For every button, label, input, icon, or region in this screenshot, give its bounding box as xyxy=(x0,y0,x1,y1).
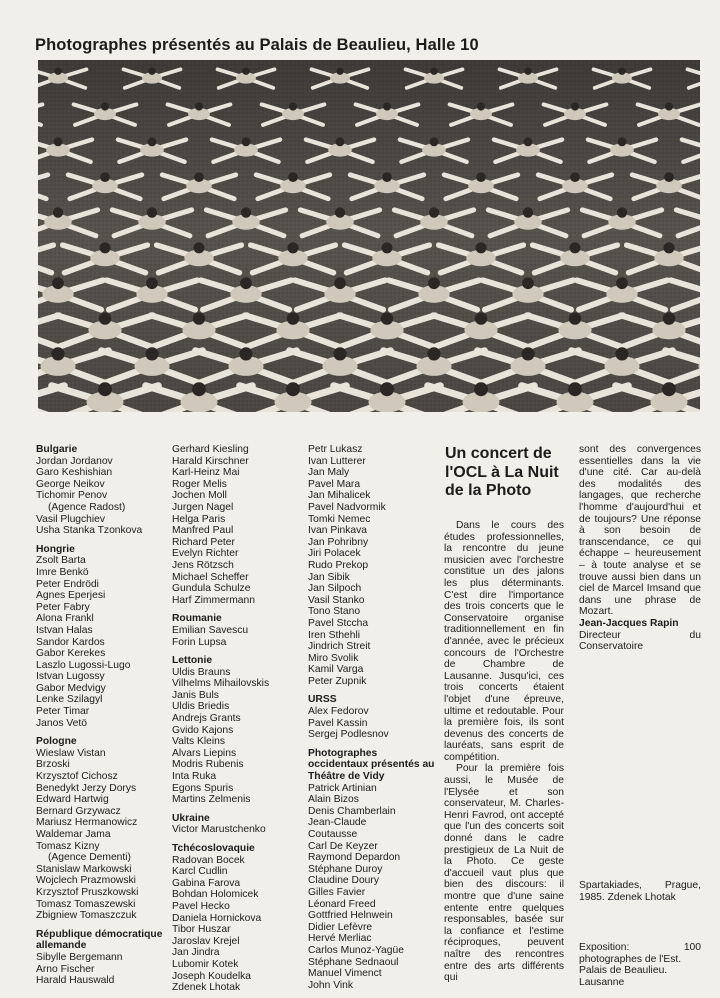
photographer-name: Andrejs Grants xyxy=(172,713,241,725)
article-body xyxy=(444,520,564,984)
photographer-name: Harald Kirschner xyxy=(172,455,249,467)
photographer-name: Harald Hauswald xyxy=(36,975,115,987)
photographer-name: Janis Buls xyxy=(172,689,219,701)
gymnasts-photo-graphic xyxy=(38,60,700,412)
photographer-name: Stéphane Sednaoul xyxy=(308,956,399,968)
photographer-name: Mariusz Hermanowicz xyxy=(36,817,138,829)
photographer-name: Peter Zupnik xyxy=(308,675,367,687)
photographer-name: Manfred Paul xyxy=(172,525,234,537)
photographer-name: Benedykt Jerzy Dorys xyxy=(36,782,137,794)
exposition-text: photographes de l'Est. Palais de Beaulieu. Lausanne xyxy=(579,953,682,988)
photographer-name: Stanislaw Markowski xyxy=(36,863,132,875)
photographer-name: John Vink xyxy=(308,979,354,991)
photographer-name: Imre Benkö xyxy=(36,566,89,578)
photographer-name: George Neikov xyxy=(36,478,105,490)
article-paragraph-2: Pour la première fois aussi, le Musée de l'Elysée et son conservateur, M. Charles-Henri Favrod, ont accepté que l'un des concerts soit donné dans le cadre prestigieux de La Nuit de la Photo. Ce geste d'accueil vaut plus que bien des discours: il montre que d'une saine entente entre quelques responsables, basée sur la confiance et l'estime réciproques, peuvent naître des rencontres entre des arts différents qui xyxy=(444,763,564,984)
article-paragraph-1: Dans le cours des études professionnelles, la rencontre du jeune musicien avec l'orchestre constitue un des jalons les plus déterminants. C'est dire l'importance des trois concerts que le Conservatoire organise traditionnellement en fin d'année, avec le précieux concours de l'Orchestre de Chambre de Lausanne. Jusqu'ici, ces trois concerts étaient l'objet d'une épreuve, ultime et redoutable. Pour la première fois, ils sont devenus des concerts de lauréats, sans esprit de compétition. xyxy=(444,520,564,763)
photographer-name: Gundula Schulze xyxy=(172,583,251,595)
photographer-name: Gabina Farova xyxy=(172,877,241,889)
photographer-name: Alona Frankl xyxy=(36,613,94,625)
country-heading: Hongrie xyxy=(36,543,75,555)
photographer-name: Janos Vetö xyxy=(36,717,87,729)
photographer-name: Wieslaw Vistan xyxy=(36,747,106,759)
photographer-name: Inta Ruka xyxy=(172,771,217,783)
photographer-name: Sibylle Bergemann xyxy=(36,951,123,963)
photographer-name: Jean-Claude xyxy=(308,817,367,829)
photographer-name: Carlos Munoz-Yagüe xyxy=(308,944,404,956)
photographer-name: Léonard Freed xyxy=(308,898,376,910)
photographer-name: Emilian Savescu xyxy=(172,624,249,636)
signature-name: Jean-Jacques Rapin xyxy=(579,617,679,629)
photographer-name: Petr Lukasz xyxy=(308,444,363,455)
photographer-name: Pavel Nadvormik xyxy=(308,501,386,513)
photo-gymnasts-formation xyxy=(38,60,700,412)
photographer-name: Radovan Bocek xyxy=(172,854,245,866)
photographer-name: Valts Kleins xyxy=(172,736,226,748)
photographer-name: Lenke Szilagyl xyxy=(36,694,103,706)
photographer-name: Ivan Lutterer xyxy=(308,455,366,467)
photographer-name: Gabor Kerekes xyxy=(36,648,106,660)
photographer-name: Lubomir Kotek xyxy=(172,958,239,970)
photographer-name: Garo Keshishian xyxy=(36,467,113,479)
photographer-name: Arno Fischer xyxy=(36,963,95,975)
photographer-name: Coutausse xyxy=(308,829,358,840)
photographer-name: Pavel Mara xyxy=(308,478,361,490)
photographer-name: Tibor Huszar xyxy=(172,924,231,936)
exposition-count: 100 xyxy=(683,942,701,953)
photographer-name: Miro Svolik xyxy=(308,652,359,664)
photographer-name: Harf Zimmermann xyxy=(172,594,255,606)
photographer-name: Tomasz Kizny xyxy=(36,840,100,852)
photographer-name: Uldis Briedis xyxy=(172,701,230,713)
exposition-note xyxy=(579,942,701,988)
article-continuation xyxy=(579,444,701,653)
photographer-name: Vasil Stanko xyxy=(308,594,365,606)
country-heading: Tchécoslovaquie xyxy=(172,843,255,854)
photographer-name: Jan Jindra xyxy=(172,947,220,959)
photographer-name: Alain Bizos xyxy=(308,794,359,806)
photographer-name: Brzoski xyxy=(36,759,70,771)
photographer-name: Richard Peter xyxy=(172,536,235,548)
photographer-name: Jan Mihalicek xyxy=(308,490,371,502)
photographer-name: Edward Hartwig xyxy=(36,794,109,806)
photographer-name: Bernard Grzywacz xyxy=(36,805,121,817)
photographer-name: Joseph Koudelka xyxy=(172,970,252,982)
country-heading: Roumanie xyxy=(172,613,222,625)
photographer-name: Pavel Stccha xyxy=(308,617,369,629)
photographer-name: Gabor Medvigy xyxy=(36,682,106,694)
photo-caption: Spartakiades, Prague, 1985. Zdenek Lhotak xyxy=(579,880,701,903)
photographer-name: Ivan Pinkava xyxy=(308,525,367,537)
photographer-name: Tichomir Penov xyxy=(36,490,108,502)
photographer-name: Evelyn Richter xyxy=(172,548,239,560)
photographer-name: Jens Rötzsch xyxy=(172,559,234,571)
photographers-column-2 xyxy=(172,444,300,994)
photographer-name: Tomasz Tomaszewski xyxy=(36,898,136,910)
photographer-name: Jan Maly xyxy=(308,467,350,479)
photographer-name: Martins Zelmenis xyxy=(172,794,251,806)
photographer-name: Kamil Varga xyxy=(308,664,364,676)
photographer-name: Sandor Kardos xyxy=(36,636,105,648)
country-heading: Bulgarie xyxy=(36,444,78,455)
photographer-name: Krzysztof Pruszkowski xyxy=(36,886,139,898)
photographer-name: Agnes Eperjesi xyxy=(36,590,106,602)
photographer-name: Gottfried Helnwein xyxy=(308,910,393,922)
photographer-name: Sergej Podlesnov xyxy=(308,729,389,741)
photographer-name: Tomki Nemec xyxy=(308,513,371,525)
photographer-name: Istvan Halas xyxy=(36,624,93,636)
photographer-name: Bohdan Holomicek xyxy=(172,889,259,901)
country-heading: Ukraine xyxy=(172,812,210,824)
photographer-name: Stéphane Duroy xyxy=(308,863,383,875)
photographer-name: Tono Stano xyxy=(308,606,361,618)
page-headline: Photographes présentés au Palais de Beaulieu, Halle 10 xyxy=(35,36,479,54)
photographer-name: Karl-Heinz Mai xyxy=(172,467,240,479)
photographer-name: Alex Fedorov xyxy=(308,706,369,718)
photographer-name: Victor Marustchenko xyxy=(172,824,266,836)
photographer-name: Daniela Hornickova xyxy=(172,912,262,924)
photographer-name: Raymond Depardon xyxy=(308,852,401,864)
photographer-name: Michael Scheffer xyxy=(172,571,249,583)
photographer-name: Rudo Prekop xyxy=(308,559,369,571)
photographer-name: Karcl Cudlin xyxy=(172,866,228,878)
photographer-name: Wojclech Prazmowski xyxy=(36,875,136,887)
photographer-name: Pavel Kassin xyxy=(308,717,368,729)
article-paragraph-3: sont des convergences essentielles dans la vie d'une cité. Car au-delà des modalités des langages, que recherche l'homme d'aujourd'hui et de toujours? Une réponse à son besoin de transcendance, ce qui échappe – heureusement – à toute analyse et se trouve aussi bien dans un ciel de Marcel Imsand que dans une phrase de Mozart. xyxy=(579,444,701,618)
photographer-name: Denis Chamberlain xyxy=(308,805,396,817)
photographer-name: Patrick Artinian xyxy=(308,782,377,794)
signature-role: Directeur du Conservatoire xyxy=(579,629,701,653)
photographer-name: Jurgen Nagel xyxy=(172,501,234,513)
photographers-column-3 xyxy=(308,444,440,991)
photographer-name: Modris Rubenis xyxy=(172,759,244,771)
photographer-name: Waldemar Jama xyxy=(36,829,111,840)
photographer-name: Jan Sibik xyxy=(308,571,350,583)
photographer-name: Roger Melis xyxy=(172,478,227,490)
photographers-column-1 xyxy=(36,444,164,987)
photographer-name: Gerhard Kiesling xyxy=(172,444,249,455)
photographer-name: Peter Timar xyxy=(36,706,90,718)
country-heading: Lettonie xyxy=(172,655,213,667)
photographer-name: (Agence Dementi) xyxy=(48,852,131,864)
photographer-name: Zdenek Lhotak xyxy=(172,982,241,994)
photographer-name: Gvido Kajons xyxy=(172,724,234,736)
photographer-name: Carl De Keyzer xyxy=(308,840,378,852)
photographer-name: Jindrich Streit xyxy=(308,641,371,653)
photographer-name: Hervé Merliac xyxy=(308,933,372,945)
country-heading: Pologne xyxy=(36,736,77,748)
photographer-name: Manuel Vimenct xyxy=(308,968,382,980)
photographer-name: Jan Pohribny xyxy=(308,536,369,548)
photographer-name: Usha Stanka Tzonkova xyxy=(36,525,143,537)
photographer-name: Peter Fabry xyxy=(36,601,90,613)
photographer-name: Jaroslav Krejel xyxy=(172,935,240,947)
photographer-name: Krzysztof Cichosz xyxy=(36,771,118,783)
photographer-name: Laszlo Lugossi-Lugo xyxy=(36,659,131,671)
photographer-name: Vilhelms Mihailovskis xyxy=(172,678,270,690)
photographer-name: Helga Paris xyxy=(172,513,226,525)
photographer-name: Claudine Doury xyxy=(308,875,379,887)
country-heading: Photographes occidentaux présentés au Théâtre de Vidy xyxy=(308,747,435,783)
photographer-name: Egons Spuris xyxy=(172,782,234,794)
photographer-name: Pavel Hecko xyxy=(172,900,230,912)
photographer-name: Uldis Brauns xyxy=(172,666,231,678)
article-title: Un concert de l'OCL à La Nuit de la Photo xyxy=(445,445,559,499)
photographer-name: Alvars Liepins xyxy=(172,747,237,759)
photographer-name: Istvan Lugossy xyxy=(36,671,105,683)
photographer-name: Didier Lefèvre xyxy=(308,921,373,933)
photographer-name: Jiri Polacek xyxy=(308,548,361,560)
photographer-name: Zsolt Barta xyxy=(36,555,86,567)
exposition-label: Exposition: xyxy=(579,942,630,953)
photographer-name: Forin Lupsa xyxy=(172,636,227,648)
photographer-name: Peter Endrödi xyxy=(36,578,99,590)
photographer-name: Jochen Moll xyxy=(172,490,227,502)
photographer-name: Vasil Plugchiev xyxy=(36,513,106,525)
photographer-name: Jordan Jordanov xyxy=(36,455,113,467)
country-heading: République démocratique allemande xyxy=(36,928,163,952)
photographer-name: Gilles Favier xyxy=(308,886,366,898)
photographer-name: Zbigniew Tomaszczuk xyxy=(36,910,137,922)
photographer-name: Jan Silpoch xyxy=(308,583,362,595)
photographer-name: Iren Sthehli xyxy=(308,629,361,641)
country-heading: URSS xyxy=(308,694,337,706)
photographer-name: (Agence Radost) xyxy=(48,501,126,513)
